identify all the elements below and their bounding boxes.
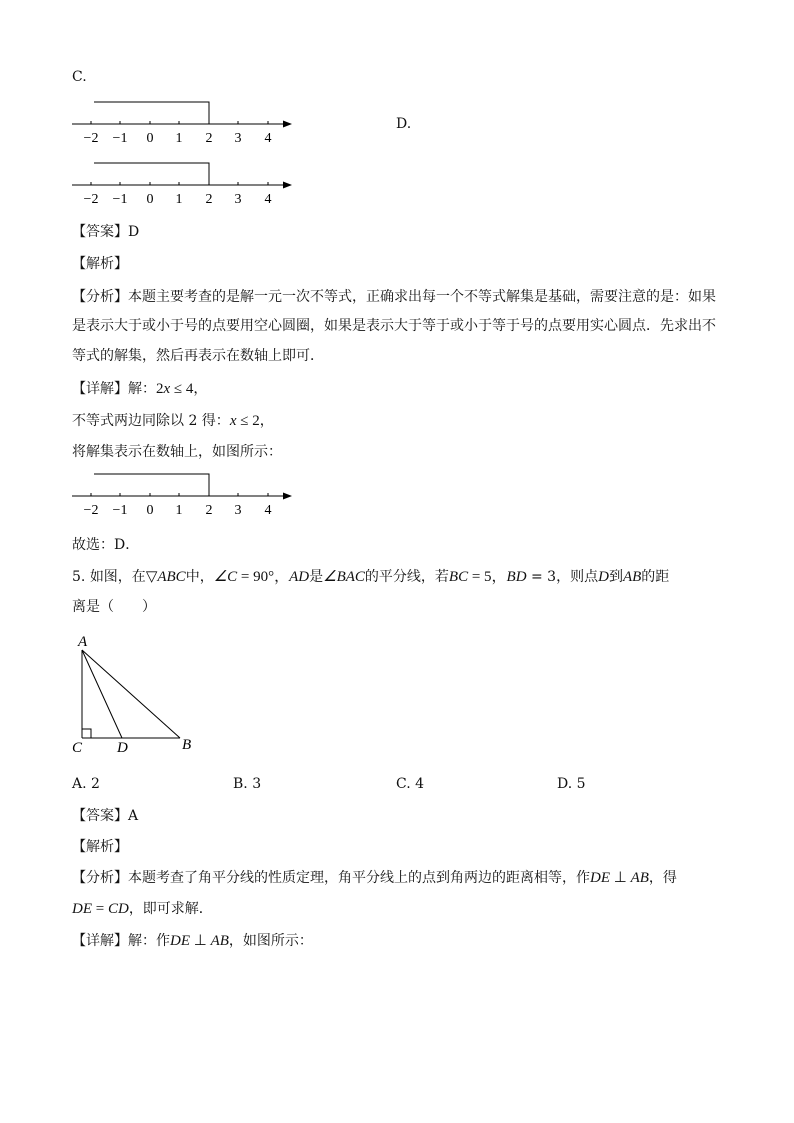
q4-fenxi-line1 xyxy=(72,288,716,306)
tick-label: 1 xyxy=(175,503,183,518)
label-c: C xyxy=(72,740,83,756)
q5-option-c: C. 4 xyxy=(396,776,425,792)
answer-value: A xyxy=(128,808,139,824)
answer-value: D xyxy=(128,224,140,240)
tick-label: −1 xyxy=(112,131,128,146)
detail-prefix: 解： xyxy=(128,381,156,397)
detail-tag: 【详解】 xyxy=(72,933,128,949)
option-d-label: D. xyxy=(396,116,412,132)
detail-var: DE xyxy=(170,933,190,949)
q5-detail-line1 xyxy=(72,932,313,950)
stem-part: = 90°， xyxy=(237,569,290,585)
stem-part: 是 xyxy=(309,569,324,585)
tick-label: 3 xyxy=(234,131,242,146)
detail-tag: 【详解】 xyxy=(72,381,128,397)
q4-fenxi-line3: 等式的解集，然后再表示在数轴上即可． xyxy=(72,348,324,364)
number-line-option-d xyxy=(68,159,298,209)
fenxi-var: CD xyxy=(107,901,129,917)
q4-detail-line3: 将解集表示在数轴上，如图所示： xyxy=(72,444,282,460)
step2-end: ， xyxy=(259,413,274,429)
label-a: A xyxy=(78,634,88,650)
stem-var: ∠BAC xyxy=(323,569,365,585)
option-c-label: C. xyxy=(72,69,87,85)
step2-rest: ≤ 2 xyxy=(236,413,260,429)
number-line-solution xyxy=(68,470,298,520)
stem-part: 中， xyxy=(185,569,214,585)
triangle-figure xyxy=(68,628,208,756)
perp-symbol: ⊥ xyxy=(610,870,631,886)
eq-symbol: = xyxy=(92,901,108,917)
q5-stem-line1 xyxy=(72,568,669,586)
triangle-symbol: ▽ xyxy=(145,569,158,585)
stem-part: 的平分线，若 xyxy=(364,569,449,585)
stem-var: ABC xyxy=(157,569,186,585)
tick-label: −1 xyxy=(112,503,128,518)
q4-detail-line2 xyxy=(72,412,274,430)
fenxi-tag: 【分析】 xyxy=(72,289,128,305)
tick-label: 1 xyxy=(175,192,183,207)
segment-ad xyxy=(82,650,122,738)
q4-detail-line1 xyxy=(72,380,207,398)
fenxi-text: 本题主要考查的是解一元一次不等式，正确求出每一个不等式解集是基础，需要注意的是：如果 xyxy=(128,289,716,305)
number-line-option-c xyxy=(68,98,298,148)
answer-tag: 【答案】 xyxy=(72,808,128,824)
q4-answer xyxy=(72,223,139,241)
right-angle-mark xyxy=(82,729,91,738)
tick-label: 4 xyxy=(264,192,272,207)
side-ab xyxy=(82,650,180,738)
tick-label: 1 xyxy=(175,131,183,146)
answer-tag: 【答案】 xyxy=(72,224,128,240)
ineq-end: ， xyxy=(193,381,208,397)
q5-fenxi-line1 xyxy=(72,869,677,887)
stem-var: BC xyxy=(448,569,469,585)
stem-part: = 5， xyxy=(468,569,507,585)
stem-var: AD xyxy=(289,569,310,585)
ineq-coef: 2 xyxy=(156,381,164,397)
q5-option-d: D. 5 xyxy=(557,776,586,792)
ineq-rhs: ≤ 4 xyxy=(170,381,194,397)
fenxi-text: ，得 xyxy=(648,870,677,886)
stem-var: AB xyxy=(622,569,642,585)
step2-text: 不等式两边同除以 2 得： xyxy=(72,413,230,429)
tick-label: 0 xyxy=(146,192,154,207)
tick-label: 2 xyxy=(205,192,213,207)
tick-label: −2 xyxy=(83,131,99,146)
q5-option-a: A. 2 xyxy=(72,776,100,792)
q4-conclusion: 故选：D． xyxy=(72,537,140,553)
detail-text: ，如图所示： xyxy=(228,933,313,949)
tick-label: 3 xyxy=(234,503,242,518)
tick-label: −1 xyxy=(112,192,128,207)
fenxi-var: DE xyxy=(72,901,92,917)
perp-symbol: ⊥ xyxy=(190,933,211,949)
q5-answer xyxy=(72,807,138,825)
tick-label: 0 xyxy=(146,131,154,146)
stem-part: 到 xyxy=(608,569,623,585)
q4-fenxi-line2: 是表示大于或小于号的点要用空心圆圈，如果是表示大于等于或小于等于号的点要用实心圆点．先求出不 xyxy=(72,318,716,334)
fenxi-var: AB xyxy=(630,870,649,886)
tick-label: −2 xyxy=(83,192,99,207)
tick-label: 2 xyxy=(205,503,213,518)
question-number: 5. xyxy=(72,569,86,585)
fenxi-tag: 【分析】 xyxy=(72,870,128,886)
tick-label: 4 xyxy=(264,131,272,146)
q4-analysis-tag: 【解析】 xyxy=(72,256,128,272)
q5-analysis-tag: 【解析】 xyxy=(72,839,128,855)
q5-fenxi-line2 xyxy=(72,900,213,918)
q5-stem-line2: 离是（ ） xyxy=(72,599,156,615)
step2-var: x xyxy=(229,413,237,429)
detail-text: 解：作 xyxy=(128,933,170,949)
stem-part: = 3，则点 xyxy=(526,569,599,585)
detail-var: AB xyxy=(210,933,229,949)
label-d: D xyxy=(117,740,128,756)
stem-part: 如图，在 xyxy=(89,569,146,585)
fenxi-text: ，即可求解． xyxy=(128,901,213,917)
tick-label: 2 xyxy=(205,131,213,146)
label-b: B xyxy=(182,737,192,753)
tick-label: −2 xyxy=(83,503,99,518)
fenxi-text: 本题考查了角平分线的性质定理，角平分线上的点到角两边的距离相等，作 xyxy=(128,870,590,886)
stem-var: ∠C xyxy=(213,569,238,585)
stem-var: D xyxy=(598,569,609,585)
tick-label: 0 xyxy=(146,503,154,518)
ineq-var: x xyxy=(163,381,171,397)
stem-part: 的距 xyxy=(641,569,670,585)
tick-label: 4 xyxy=(264,503,272,518)
tick-label: 3 xyxy=(234,192,242,207)
fenxi-var: DE xyxy=(590,870,610,886)
stem-var: BD xyxy=(506,569,527,585)
q5-option-b: B. 3 xyxy=(233,776,262,792)
